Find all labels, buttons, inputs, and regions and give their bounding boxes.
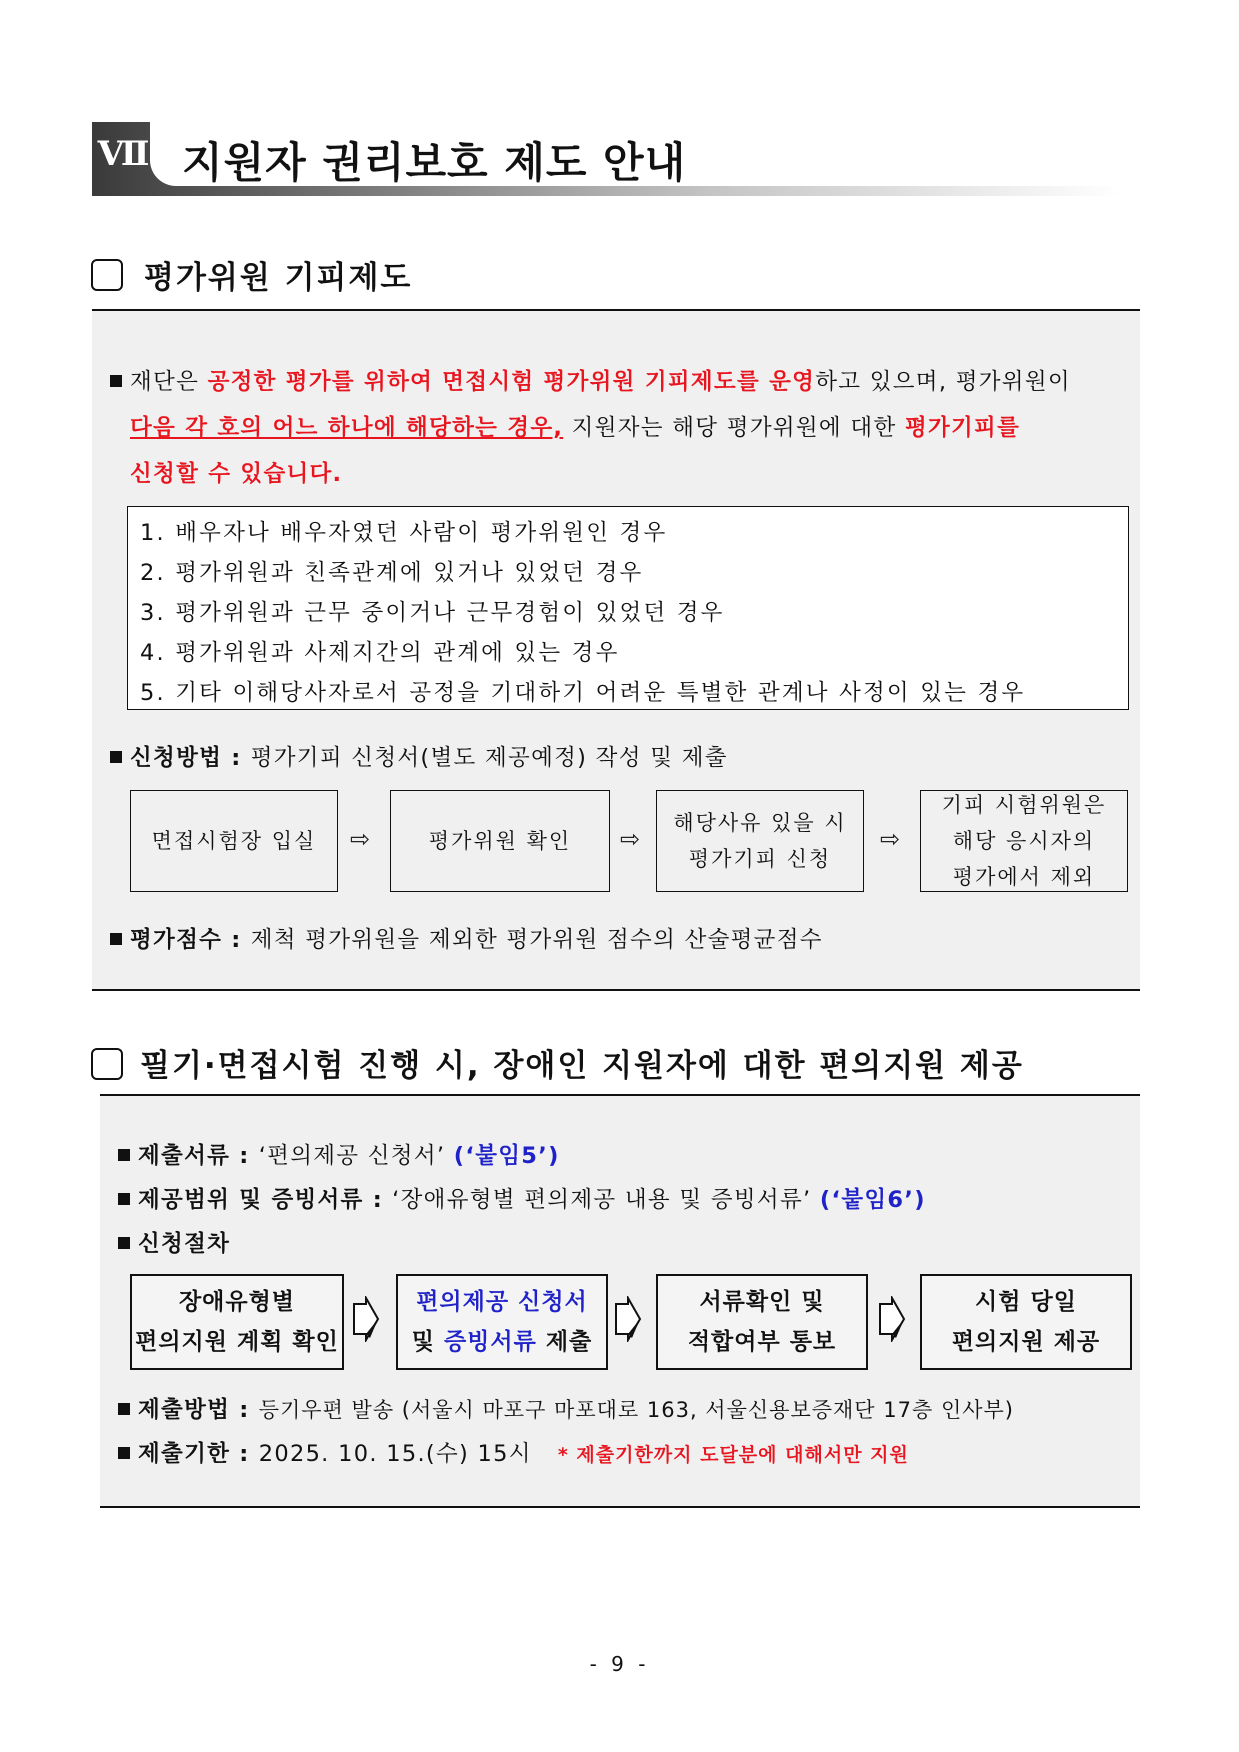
flow1-arrow-icon: ⇨ (880, 825, 901, 853)
flow1-step-1: 면접시험장 입실 (130, 790, 338, 892)
flow2-arrow-icon (876, 1296, 906, 1342)
flow1-step-3: 해당사유 있을 시 평가기피 신청 (656, 790, 864, 892)
submission-method-line: 제출방법 : 등기우편 발송 (서울시 마포구 마포대로 163, 서울신용보증재단 17층 인사부) (118, 1392, 1014, 1424)
application-method-line: 신청방법 : 평가기피 신청서(별도 제공예정) 작성 및 제출 (110, 740, 728, 772)
flow2-step-1: 장애유형별 편의지원 계획 확인 (130, 1274, 344, 1370)
flow1-arrow-icon: ⇨ (350, 825, 371, 853)
submission-docs-line: 제출서류 : ‘편의제공 신청서’ (‘붙임5’) (118, 1138, 560, 1170)
intro-highlight-1: 공정한 평가를 위하여 면접시험 평가위원 기피제도를 운영 (207, 369, 816, 395)
flow2-step-3: 서류확인 및 적합여부 통보 (656, 1274, 868, 1370)
conditions-box (127, 506, 1129, 710)
chapter-number: Ⅶ (97, 134, 147, 174)
flow2-step-2: 편의제공 신청서 및 증빙서류 제출 (396, 1274, 608, 1370)
section1-intro-line3 (130, 456, 342, 488)
condition-item: 4. 평가위원과 사제지간의 관계에 있는 경우 (140, 640, 620, 666)
page-number: - 9 - (589, 1652, 650, 1676)
intro-highlight-4: 신청할 수 있습니다. (130, 461, 343, 487)
flow1-arrow-icon: ⇨ (620, 825, 641, 853)
bullet-square-icon (118, 1403, 130, 1415)
intro-highlight-2: 다음 각 호의 어느 하나에 해당하는 경우, (130, 415, 564, 441)
flow1-step-2: 평가위원 확인 (390, 790, 610, 892)
bullet-square-icon (118, 1193, 130, 1205)
bullet-square-icon (118, 1447, 130, 1459)
bullet-square-icon (110, 751, 122, 763)
flow2-arrow-icon (612, 1296, 642, 1342)
section2-checkbox-icon (91, 1048, 123, 1080)
section2-title: 필기·면접시험 진행 시, 장애인 지원자에 대한 편의지원 제공 (140, 1048, 1024, 1084)
bullet-square-icon (110, 933, 122, 945)
support-scope-line: 제공범위 및 증빙서류 : ‘장애유형별 편의제공 내용 및 증빙서류’ (‘붙임6’) (118, 1182, 926, 1214)
condition-item: 2. 평가위원과 친족관계에 있거나 있었던 경우 (140, 560, 644, 586)
bullet-square-icon (118, 1237, 130, 1249)
chapter-title: 지원자 권리보호 제도 안내 (182, 138, 687, 187)
evaluation-score-line: 평가점수 : 제척 평가위원을 제외한 평가위원 점수의 산술평균점수 (110, 922, 823, 954)
flow1-step-4: 기피 시험위원은 해당 응시자의 평가에서 제외 (920, 790, 1128, 892)
bullet-square-icon (118, 1149, 130, 1161)
section1-intro-line1: 재단은 공정한 평가를 위하여 면접시험 평가위원 기피제도를 운영하고 있으며, 평가위원이 (110, 364, 1071, 396)
flow2-arrow-icon (350, 1296, 380, 1342)
condition-item: 5. 기타 이해당사자로서 공정을 기대하기 어려운 특별한 관계나 사정이 있는 경우 (140, 680, 1026, 706)
intro-highlight-3: 평가기피를 (904, 415, 1021, 441)
condition-item: 3. 평가위원과 근무 중이거나 근무경험이 있었던 경우 (140, 600, 725, 626)
condition-item: 1. 배우자나 배우자였던 사람이 평가위원인 경우 (140, 520, 668, 546)
flow2-step-4: 시험 당일 편의지원 제공 (920, 1274, 1132, 1370)
deadline-line: 제출기한 : 2025. 10. 15.(수) 15시 * 제출기한까지 도달분에 대해서만 지원 (118, 1436, 909, 1468)
bullet-square-icon (110, 375, 122, 387)
procedure-label-line: 신청절차 (118, 1226, 230, 1258)
section1-intro-line2: 다음 각 호의 어느 하나에 해당하는 경우, 지원자는 해당 평가위원에 대한 평가기피를 (130, 415, 1021, 441)
section1-title: 평가위원 기피제도 (144, 260, 413, 296)
deadline-note: * 제출기한까지 도달분에 대해서만 지원 (557, 1444, 909, 1466)
section1-checkbox-icon (91, 259, 123, 291)
